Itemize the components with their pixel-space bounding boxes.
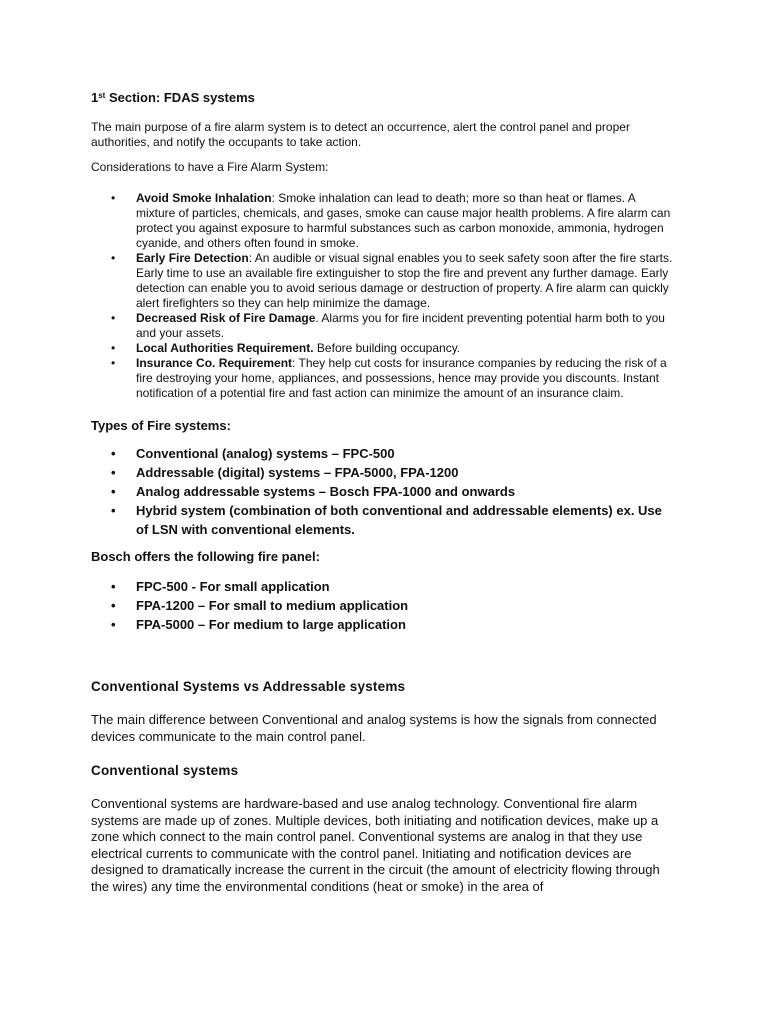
comparison-paragraph: The main difference between Conventional and analog systems is how the signals from connected devices communicate to the main control panel. [91,712,657,744]
list-item: • Local Authorities Requirement. Before building occupancy. [91,341,676,356]
types-heading: Types of Fire systems: [91,418,231,433]
conventional-heading: Conventional systems [91,763,239,778]
document-content [91,90,676,895]
list-item: • FPA-1200 – For small to medium application [91,596,676,615]
conventional-paragraph: Conventional systems are hardware-based and use analog technology. Conventional fire alarm systems are made up of zones. Multiple devices, both initiating and notification devices, make up a zone which connect to the main control panel. Conventional systems are analog in that they use electrical currents to communicate with the control panel. Initiating and notification devices are designed to dramatically increase the current in the circuit (the amount of electricity flowing through the wires) any time the environmental conditions (heat or smoke) in the area of [91,796,660,894]
list-item: • Hybrid system (combination of both conventional and addressable elements) ex. Use of LSN with conventional elements. [91,501,676,539]
list-item: • FPC-500 - For small application [91,577,676,596]
bosch-heading: Bosch offers the following fire panel: [91,549,320,564]
list-item: • Addressable (digital) systems – FPA-5000, FPA-1200 [91,463,676,482]
types-list [91,444,676,539]
intro-paragraph: The main purpose of a fire alarm system is to detect an occurrence, alert the control panel and proper authorities, and notify the occupants to take action. [91,120,630,149]
list-item: • FPA-5000 – For medium to large application [91,615,676,634]
section-heading: 1st Section: FDAS systems [91,90,255,105]
list-item: • Early Fire Detection: An audible or visual signal enables you to seek safety soon after the fire starts. Early time to use an available fire extinguisher to stop the fire and prevent any further damage. Early detection can enable you to avoid serious damage or destruction of property. A fire alarm can quickly alert firefighters so they can help minimize the damage. [91,251,676,311]
considerations-list [91,191,676,401]
bosch-list [91,577,676,634]
comparison-heading: Conventional Systems vs Addressable systems [91,679,406,694]
list-item: • Decreased Risk of Fire Damage. Alarms you for fire incident preventing potential harm both to you and your assets. [91,311,676,341]
list-item: • Insurance Co. Requirement: They help cut costs for insurance companies by reducing the risk of a fire destroying your home, appliances, and possessions, hence may provide you discounts. Instant notification of a potential fire and fast action can minimize the amount of an insurance claim. [91,356,676,401]
list-item: • Analog addressable systems – Bosch FPA-1000 and onwards [91,482,676,501]
considerations-label: Considerations to have a Fire Alarm System: [91,160,329,174]
list-item: • Conventional (analog) systems – FPC-500 [91,444,676,463]
list-item: • Avoid Smoke Inhalation: Smoke inhalation can lead to death; more so than heat or flames. A mixture of particles, chemicals, and gases, smoke can cause major health problems. A fire alarm can protect you against exposure to harmful substances such as carbon monoxide, ammonia, hydrogen cyanide, and others often found in smoke. [91,191,676,251]
